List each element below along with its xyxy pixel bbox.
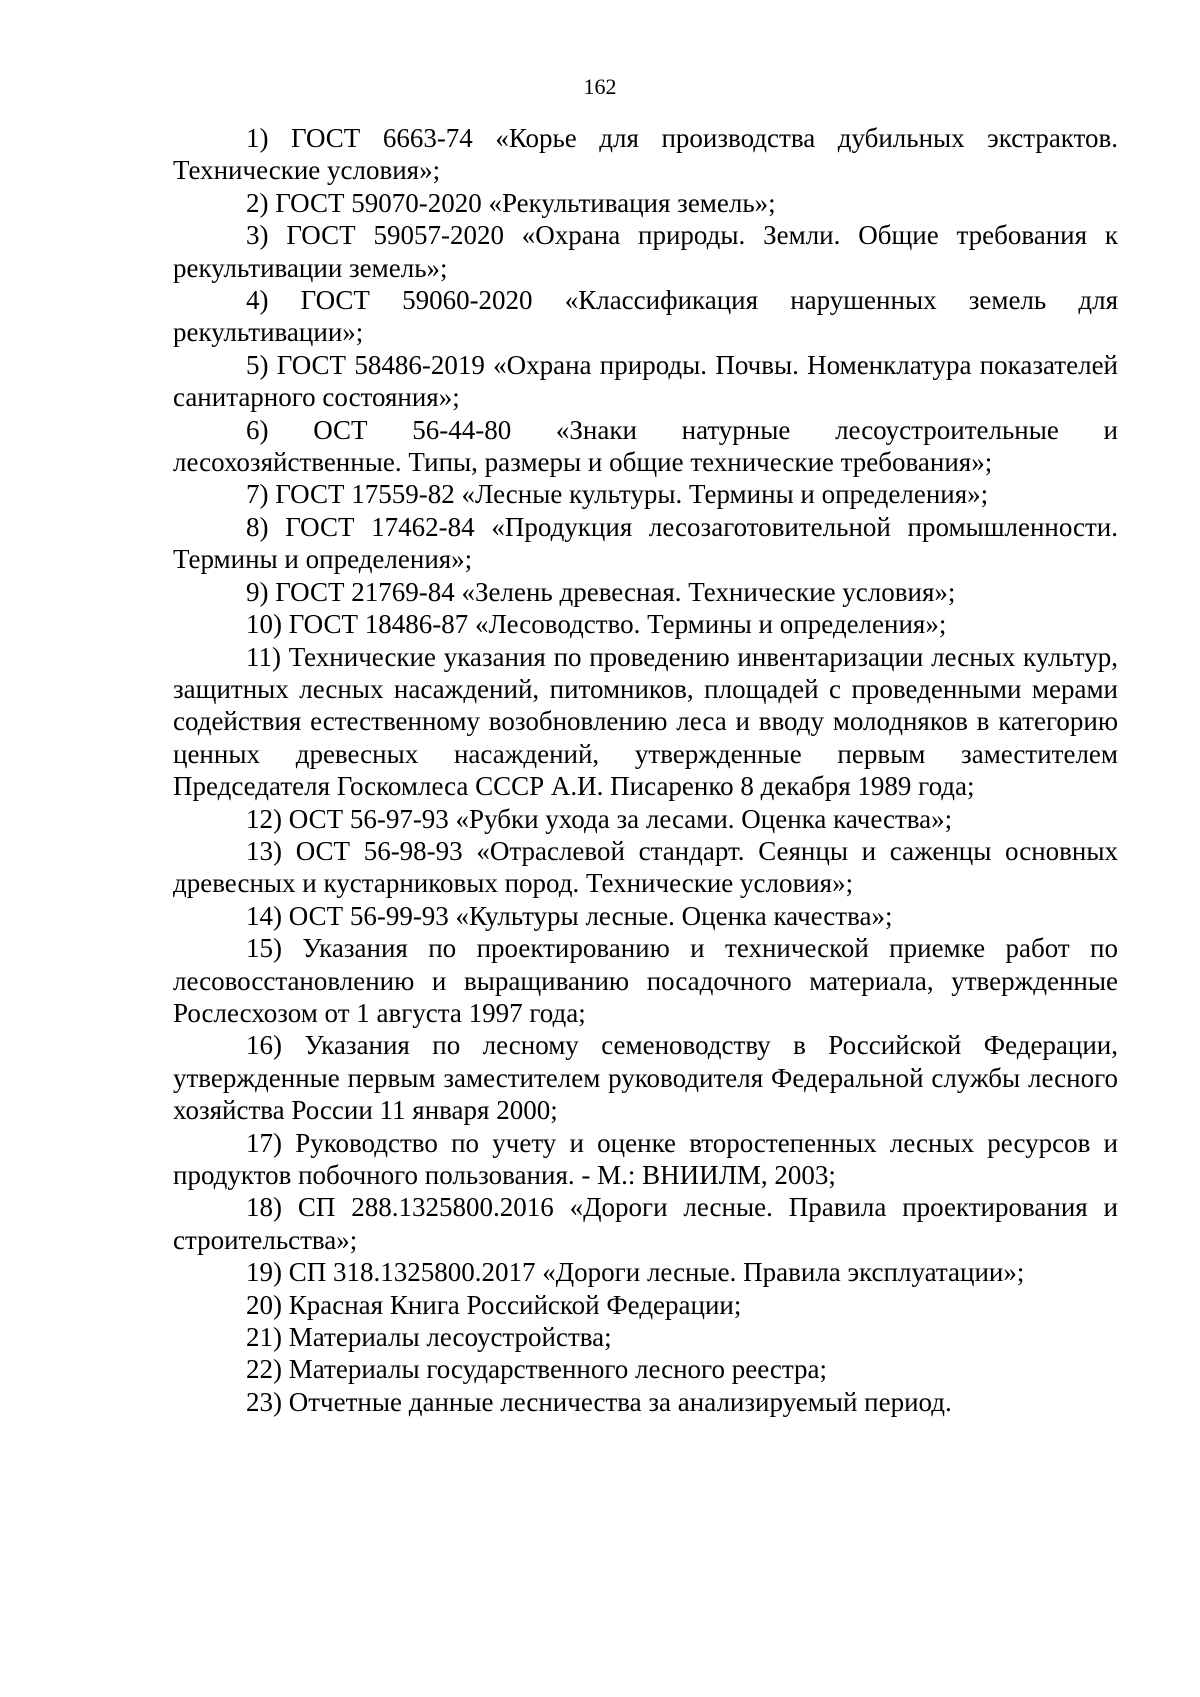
page-number: 162 — [583, 74, 617, 99]
list-item-number: 5) — [246, 349, 269, 380]
list-item-number: 17) — [246, 1127, 282, 1158]
list-item — [173, 1191, 1118, 1256]
list-item-text: Отчетные данные лесничества за анализируемый период. — [288, 1386, 952, 1417]
list-item — [173, 1029, 1118, 1126]
list-item-number: 7) — [246, 479, 269, 510]
list-item-number: 10) — [246, 609, 282, 640]
list-item-text: Красная Книга Российской Федерации; — [288, 1289, 742, 1320]
list-item — [173, 641, 1118, 803]
list-item-text: Указания по проектированию и технической приемке работ по лесовосстановлению и выращиванию посадочного материала, утвержденные Рослесхозом от 1 августа 1997 года; — [173, 933, 1118, 1028]
list-item — [173, 219, 1118, 284]
list-item-number: 21) — [246, 1322, 282, 1353]
list-item-text: СП 318.1325800.2017 «Дороги лесные. Правила эксплуатации»; — [288, 1257, 1025, 1288]
list-item-text: ГОСТ 17462-84 «Продукция лесозаготовительной промышленности. Термины и определения»; — [173, 511, 1118, 575]
list-item — [173, 932, 1118, 1029]
list-item — [173, 284, 1118, 349]
list-item — [173, 122, 1118, 187]
list-item — [173, 414, 1118, 479]
list-item-text: ОСТ 56-99-93 «Культуры лесные. Оценка качества»; — [288, 900, 893, 931]
list-item-text: ОСТ 56-98-93 «Отраслевой стандарт. Сеянцы и саженцы основных древесных и кустарниковых пород. Технические условия»; — [173, 835, 1119, 899]
list-item-text: ГОСТ 59070-2020 «Рекультивация земель»; — [275, 187, 776, 218]
list-item-text: Руководство по учету и оценке второстепенных лесных ресурсов и продуктов побочного пользования. - М.: ВНИИЛМ, 2003; — [173, 1127, 1119, 1190]
list-item-text: ГОСТ 18486-87 «Лесоводство. Термины и определения»; — [288, 609, 947, 640]
list-item-number: 6) — [246, 414, 269, 445]
list-item — [173, 1256, 1118, 1288]
list-item-number: 2) — [246, 187, 269, 218]
list-item-text: Указания по лесному семеноводству в Российской Федерации, утвержденные первым заместителем руководителя Федеральной службы лесного хозяйства России 11 января 2000; — [173, 1030, 1119, 1126]
list-item-text: СП 288.1325800.2016 «Дороги лесные. Правила проектирования и строительства»; — [173, 1192, 1118, 1255]
list-item-text: ОСТ 56-44-80 «Знаки натурные лесоустроительные и лесохозяйственные. Типы, размеры и общие технические требования»; — [173, 414, 1118, 478]
list-item-text: Материалы лесоустройства; — [288, 1322, 612, 1353]
list-item — [173, 835, 1118, 900]
list-item — [173, 608, 1118, 640]
list-item-text: Технические указания по проведению инвентаризации лесных культур, защитных лесных насаждений, питомников, площадей с проведенными мерами содействия естественному возобновлению леса и вводу молодняков в категорию ценных древесных насаждений, утвержденные первым заместителем Председателя Госкомлеса СССР А.И. Писаренко 8 декабря 1989 года; — [173, 641, 1119, 802]
list-item-text: ГОСТ 59057-2020 «Охрана природы. Земли. Общие требования к рекультивации земель»; — [173, 220, 1119, 283]
list-item-number: 9) — [246, 576, 269, 607]
list-item-number: 20) — [246, 1289, 282, 1320]
list-item-text: ГОСТ 6663-74 «Корье для производства дубильных экстрактов. Технические условия»; — [173, 123, 1119, 186]
list-item — [173, 511, 1118, 576]
list-item-number: 14) — [246, 900, 282, 931]
list-item-number: 1) — [246, 123, 269, 153]
list-item-number: 3) — [246, 220, 269, 251]
list-item-number: 8) — [246, 511, 269, 542]
list-item-number: 19) — [246, 1257, 282, 1288]
list-item — [173, 1353, 1118, 1385]
list-item-number: 23) — [246, 1386, 282, 1417]
list-item-number: 4) — [246, 285, 269, 316]
list-item-number: 11) — [246, 641, 281, 672]
list-item — [173, 1321, 1118, 1353]
list-item-number: 18) — [246, 1192, 282, 1223]
list-item-text: ОСТ 56-97-93 «Рубки ухода за лесами. Оценка качества»; — [288, 803, 953, 834]
list-item-text: ГОСТ 17559-82 «Лесные культуры. Термины и определения»; — [275, 479, 989, 510]
list-item-text: ГОСТ 58486-2019 «Охрана природы. Почвы. Номенклатура показателей санитарного состояния»; — [173, 349, 1118, 413]
list-item-number: 13) — [246, 835, 282, 866]
list-item — [173, 576, 1118, 608]
list-item-number: 16) — [246, 1030, 282, 1061]
list-item-number: 22) — [246, 1354, 282, 1385]
list-item — [173, 349, 1118, 414]
reference-list — [173, 122, 1118, 1418]
list-item-text: ГОСТ 59060-2020 «Классификация нарушенных земель для рекультивации»; — [173, 285, 1119, 348]
list-item — [173, 900, 1118, 932]
list-item-number: 12) — [246, 803, 282, 834]
list-item — [173, 478, 1118, 510]
list-item-text: ГОСТ 21769-84 «Зелень древесная. Технические условия»; — [275, 576, 956, 607]
list-item — [173, 1289, 1118, 1321]
list-item — [173, 187, 1118, 219]
list-item — [173, 1386, 1118, 1418]
list-item-text: Материалы государственного лесного реестра; — [288, 1354, 827, 1385]
list-item-number: 15) — [246, 933, 282, 964]
list-item — [173, 1127, 1118, 1192]
list-item — [173, 803, 1118, 835]
